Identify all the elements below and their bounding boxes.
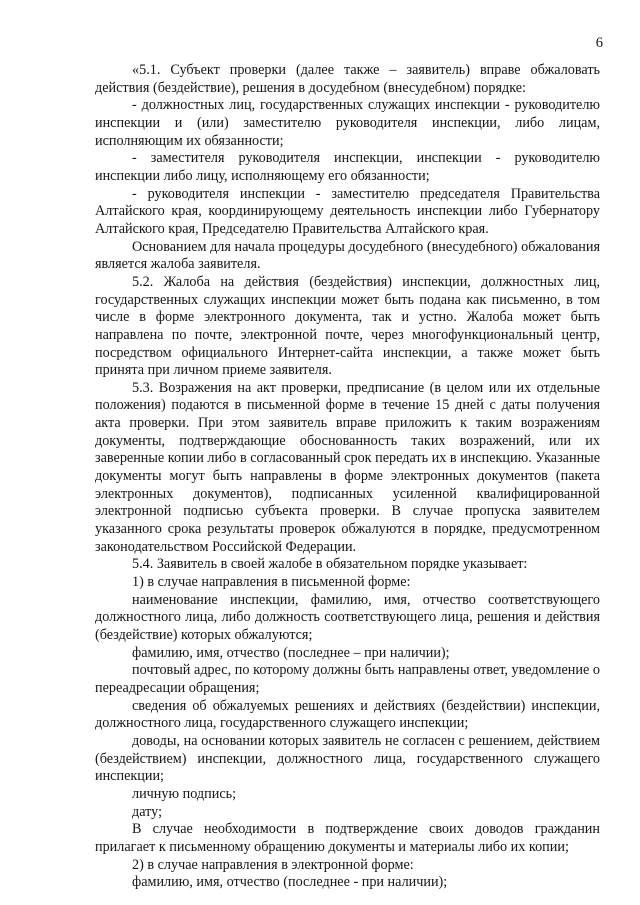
paragraph: - руководителя инспекции - заместителю председателя Правительства Алтайского края, координирующему деятельность инспекции либо Губернатору Алтайского края, Председателю Правительства Алтайского края. — [95, 185, 600, 237]
paragraph: 2) в случае направления в электронной форме: — [132, 856, 414, 873]
paragraph: сведения об обжалуемых решениях и действиях (бездействии) инспекции, должностного лица, государственного служащего инспекции; — [95, 697, 600, 732]
paragraph: 5.4. Заявитель в своей жалобе в обязательном порядке указывает: — [132, 556, 528, 573]
paragraph: почтовый адрес, по которому должны быть направлены ответ, уведомление о переадресации обращения; — [95, 662, 600, 696]
paragraph: 5.3. Возражения на акт проверки, предписание (в целом или их отдельные положения) подаются в письменной форме в течение 15 дней с даты получения акта проверки. При этом заявитель вправе приложить к таким возражениям документы, подтверждающие обоснованность таких возражений, или их заверенные копии либо в согласованный срок передать их в инспекцию. Указанные документы могут быть направлены в форме электронных документов (пакета электронных документов), подписанных усиленной квалифицированной электронной подписью субъекта проверки. В случае пропуска заявителем указанного срока результаты проверок обжалуются в порядке, предусмотренном законодательством Российской Федерации. — [95, 379, 600, 555]
paragraph: 1) в случае направления в письменной форме: — [132, 574, 411, 591]
paragraph: фамилию, имя, отчество (последнее – при наличии); — [132, 644, 450, 661]
paragraph: фамилию, имя, отчество (последнее - при наличии); — [132, 874, 448, 891]
paragraph: «5.1. Субъект проверки (далее также – заявитель) вправе обжаловать действия (бездействие), решения в досудебном (внесудебном) порядке: — [95, 62, 600, 96]
paragraph: наименование инспекции, фамилию, имя, отчество соответствующего должностного лица, либо должность соответствующего лица, решения и действия (бездействие) которых обжалуются; — [95, 591, 600, 643]
paragraph: Основанием для начала процедуры досудебного (внесудебного) обжалования является жалоба заявителя. — [95, 238, 600, 273]
paragraph: - заместителя руководителя инспекции, инспекции - руководителю инспекции либо лицу, исполняющему его обязанности; — [95, 150, 600, 184]
paragraph: 5.2. Жалоба на действия (бездействия) инспекции, должностных лиц, государственных служащих инспекции может быть подана как письменно, в том числе в форме электронного документа, так и устно. Жалоба может быть направлена по почте, электронной почте, через многофункциональный центр, посредством официального Интернет-сайта инспекции, а также может быть принята при личном приеме заявителя. — [95, 273, 600, 379]
paragraph: личную подпись; — [132, 785, 237, 802]
page-number: 6 — [595, 35, 603, 51]
document-body — [95, 62, 600, 892]
paragraph: - должностных лиц, государственных служащих инспекции - руководителю инспекции и (или) заместителю руководителя инспекции, либо лицам, исполняющим их обязанности; — [95, 97, 600, 149]
paragraph: дату; — [132, 803, 163, 820]
paragraph: В случае необходимости в подтверждение своих доводов гражданин прилагает к письменному обращению документы и материалы либо их копии; — [95, 821, 600, 855]
paragraph: доводы, на основании которых заявитель не согласен с решением, действием (бездействием) инспекции, должностного лица, государственного служащего инспекции; — [95, 732, 600, 785]
